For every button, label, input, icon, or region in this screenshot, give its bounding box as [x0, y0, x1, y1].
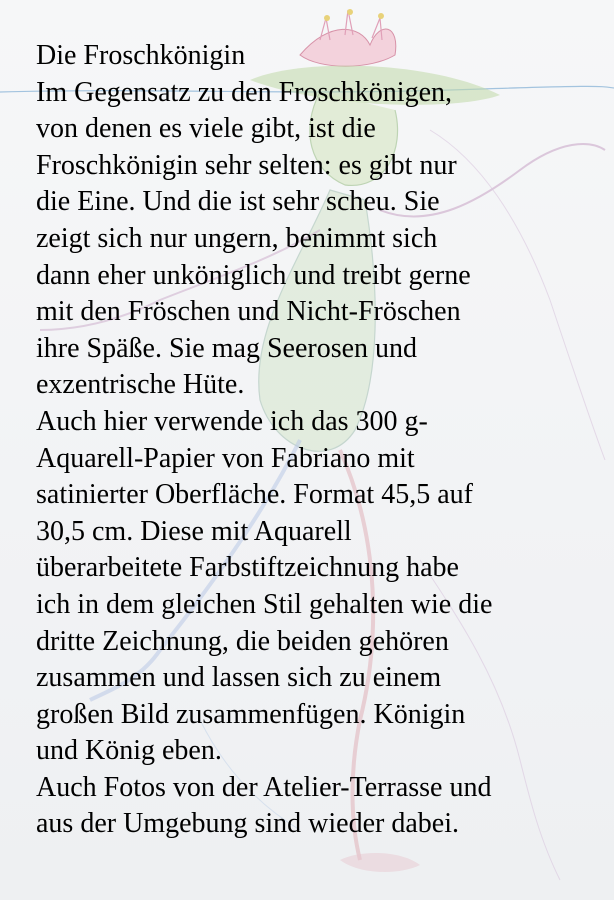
- text-line: Im Gegensatz zu den Froschkönigen,: [36, 76, 452, 108]
- text-block: [36, 38, 596, 843]
- text-line: exzentrische Hüte.: [36, 369, 245, 401]
- text-line: dann eher unköniglich und treibt gerne: [36, 259, 471, 291]
- text-line: ihre Späße. Sie mag Seerosen und: [36, 332, 418, 364]
- text-line: von denen es viele gibt, ist die: [36, 113, 376, 145]
- text-line: Aquarell-Papier von Fabriano mit: [36, 442, 415, 474]
- text-line: dritte Zeichnung, die beiden gehören: [36, 625, 449, 657]
- page-title: Die Froschkönigin: [36, 40, 246, 71]
- text-line: 30,5 cm. Diese mit Aquarell: [36, 515, 352, 547]
- text-line: die Eine. Und die ist sehr scheu. Sie: [36, 186, 440, 218]
- text-line: aus der Umgebung sind wieder dabei.: [36, 808, 459, 840]
- text-line: ich in dem gleichen Stil gehalten wie die: [36, 588, 493, 620]
- text-line: zeigt sich nur ungern, benimmt sich: [36, 222, 438, 254]
- text-line: und König eben.: [36, 735, 222, 767]
- text-line: Auch Fotos von der Atelier-Terrasse und: [36, 771, 492, 803]
- text-line: mit den Fröschen und Nicht-Fröschen: [36, 296, 461, 328]
- text-line: großen Bild zusammenfügen. Königin: [36, 698, 466, 730]
- text-line: überarbeitete Farbstiftzeichnung habe: [36, 552, 459, 584]
- text-line: satinierter Oberfläche. Format 45,5 auf: [36, 479, 473, 511]
- text-line: zusammen und lassen sich zu einem: [36, 662, 442, 694]
- text-line: Auch hier verwende ich das 300 g-: [36, 405, 428, 437]
- text-line: Froschkönigin sehr selten: es gibt nur: [36, 149, 457, 181]
